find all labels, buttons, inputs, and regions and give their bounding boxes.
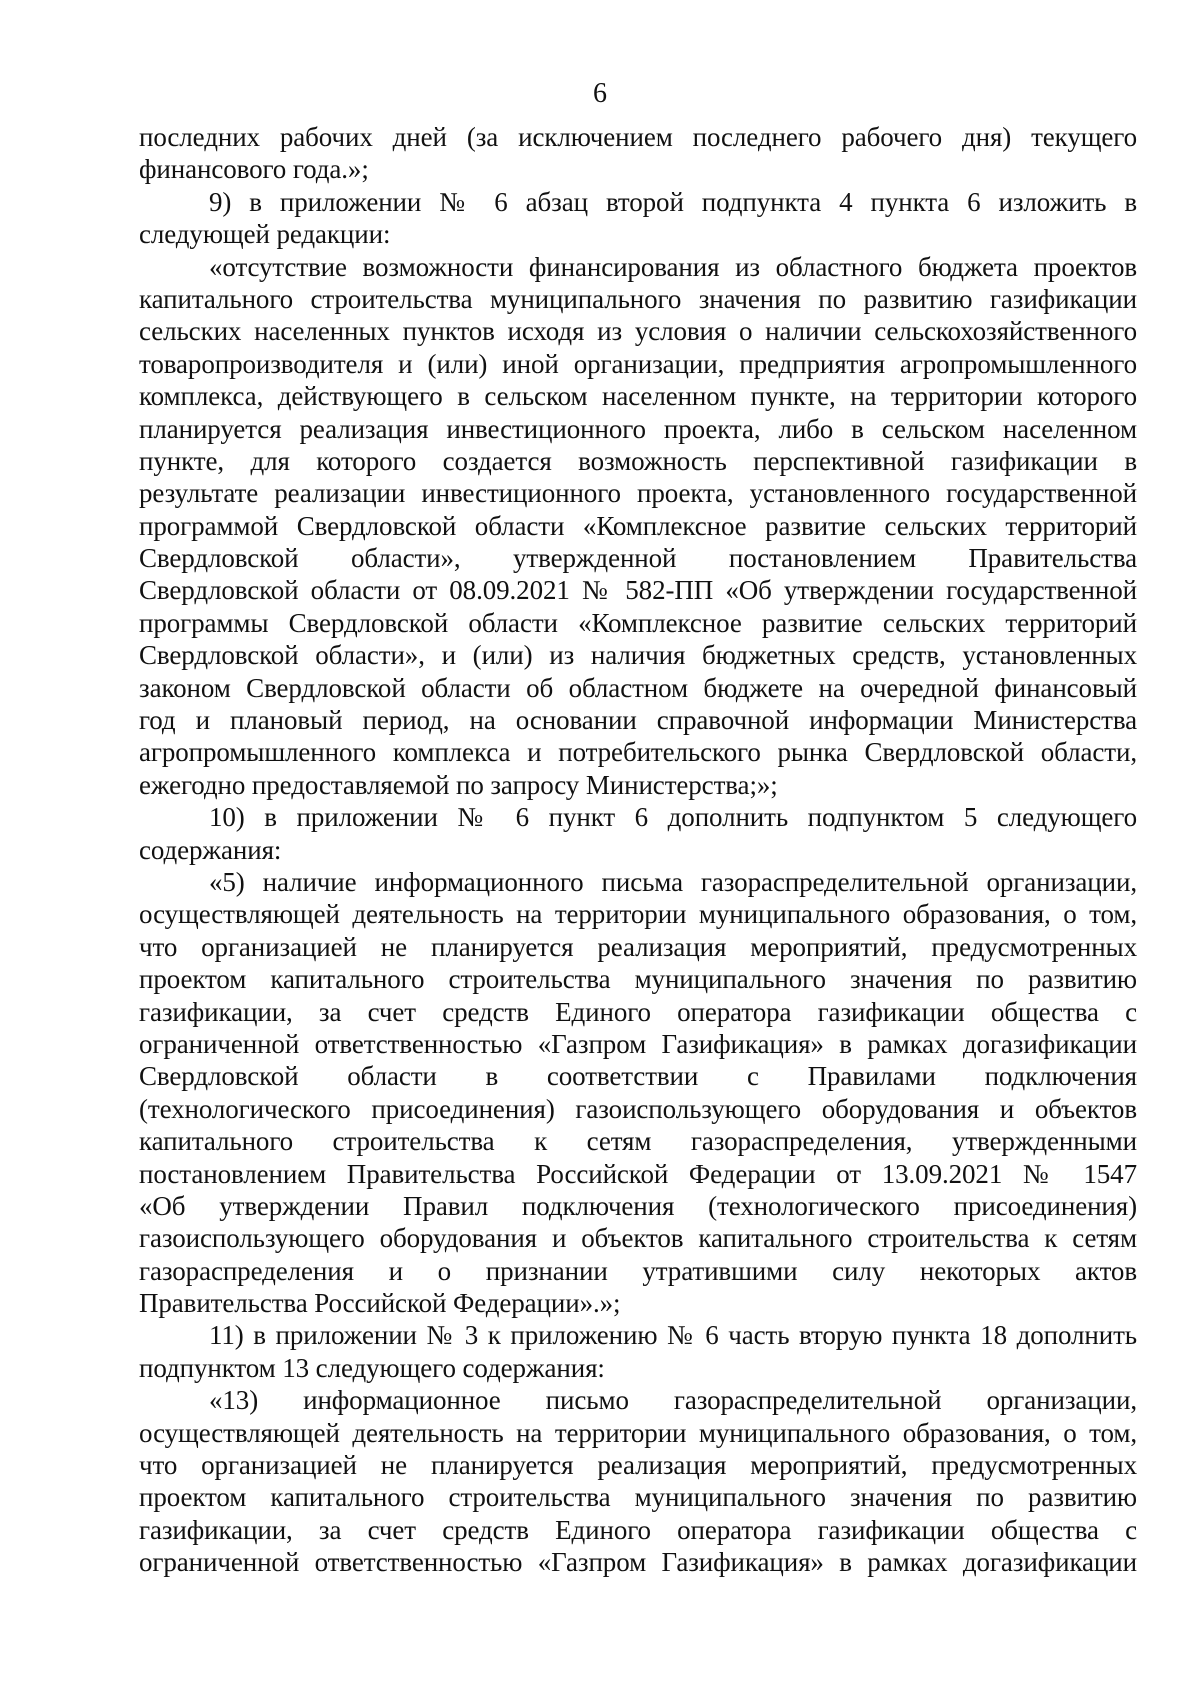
text-line: капитального строительства к сетям газораспределения, утвержденными	[139, 1126, 1137, 1157]
text-line: капитального строительства муниципального значения по развитию газификации	[139, 283, 1137, 314]
text-line: (технологического присоединения) газоиспользующего оборудования и объектов	[139, 1093, 1137, 1124]
text-line: Свердловской области», и (или) из наличия бюджетных средств, установленных	[139, 640, 1137, 671]
text-line: программой Свердловской области «Комплексное развитие сельских территорий	[139, 510, 1137, 541]
text-line: «Об утверждении Правил подключения (технологического присоединения)	[139, 1190, 1137, 1221]
text-line: Свердловской области в соответствии с Правилами подключения	[139, 1061, 1137, 1092]
text-line: законом Свердловской области об областном бюджете на очередной финансовый	[139, 672, 1137, 703]
paragraph-first-line: 9) в приложении № 6 абзац второй подпункта 4 пункта 6 изложить в	[209, 186, 1137, 217]
paragraph-first-line: «13) информационное письмо газораспределительной организации,	[209, 1385, 1137, 1416]
text-line: ограниченной ответственностью «Газпром Газификация» в рамках догазификации	[139, 1547, 1137, 1578]
text-line: комплекса, действующего в сельском населенном пункте, на территории которого	[139, 381, 1137, 412]
text-line: что организацией не планируется реализация мероприятий, предусмотренных	[139, 931, 1137, 962]
text-line: результате реализации инвестиционного проекта, установленного государственной	[139, 478, 1137, 509]
text-line: ежегодно предоставляемой по запросу Министерства;»;	[139, 769, 778, 800]
paragraph-first-line: 11) в приложении № 3 к приложению № 6 часть вторую пункта 18 дополнить	[209, 1320, 1137, 1351]
paragraph-first-line: «отсутствие возможности финансирования из областного бюджета проектов	[209, 251, 1137, 282]
text-line: подпунктом 13 следующего содержания:	[139, 1352, 605, 1383]
text-line: проектом капитального строительства муниципального значения по развитию	[139, 964, 1137, 995]
text-line: планируется реализация инвестиционного проекта, либо в сельском населенном	[139, 413, 1137, 444]
text-line: пункте, для которого создается возможность перспективной газификации в	[139, 445, 1137, 476]
text-line: ограниченной ответственностью «Газпром Газификация» в рамках догазификации	[139, 1028, 1137, 1059]
text-line: что организацией не планируется реализация мероприятий, предусмотренных	[139, 1450, 1137, 1481]
text-line: финансового года.»;	[139, 154, 369, 185]
paragraph-first-line: 10) в приложении № 6 пункт 6 дополнить подпунктом 5 следующего	[209, 802, 1137, 833]
text-line: сельских населенных пунктов исходя из условия о наличии сельскохозяйственного	[139, 316, 1137, 347]
text-line: осуществляющей деятельность на территории муниципального образования, о том,	[139, 899, 1137, 930]
text-line: проектом капитального строительства муниципального значения по развитию	[139, 1482, 1137, 1513]
page-number: 6	[593, 78, 607, 109]
document-body	[139, 121, 1137, 1579]
text-line: содержания:	[139, 834, 282, 865]
text-line: Свердловской области от 08.09.2021 № 582-ПП «Об утверждении государственной	[139, 575, 1137, 606]
text-line: следующей редакции:	[139, 219, 391, 250]
text-line: последних рабочих дней (за исключением последнего рабочего дня) текущего	[139, 122, 1137, 152]
text-line: Правительства Российской Федерации».»;	[139, 1288, 621, 1319]
text-line: газификации, за счет средств Единого оператора газификации общества с	[139, 1514, 1137, 1545]
text-line: Свердловской области», утвержденной постановлением Правительства	[139, 543, 1137, 574]
paragraph-first-line: «5) наличие информационного письма газораспределительной организации,	[209, 866, 1137, 897]
text-line: постановлением Правительства Российской Федерации от 13.09.2021 № 1547	[139, 1158, 1137, 1189]
text-line: товаропроизводителя и (или) иной организации, предприятия агропромышленного	[139, 348, 1137, 379]
text-line: осуществляющей деятельность на территории муниципального образования, о том,	[139, 1417, 1137, 1448]
text-line: год и плановый период, на основании справочной информации Министерства	[139, 705, 1137, 736]
text-line: газоиспользующего оборудования и объектов капитального строительства к сетям	[139, 1223, 1137, 1254]
text-line: газораспределения и о признании утратившими силу некоторых актов	[139, 1255, 1137, 1286]
text-line: агропромышленного комплекса и потребительского рынка Свердловской области,	[139, 737, 1137, 768]
text-line: программы Свердловской области «Комплексное развитие сельских территорий	[139, 607, 1137, 638]
text-line: газификации, за счет средств Единого оператора газификации общества с	[139, 996, 1137, 1027]
